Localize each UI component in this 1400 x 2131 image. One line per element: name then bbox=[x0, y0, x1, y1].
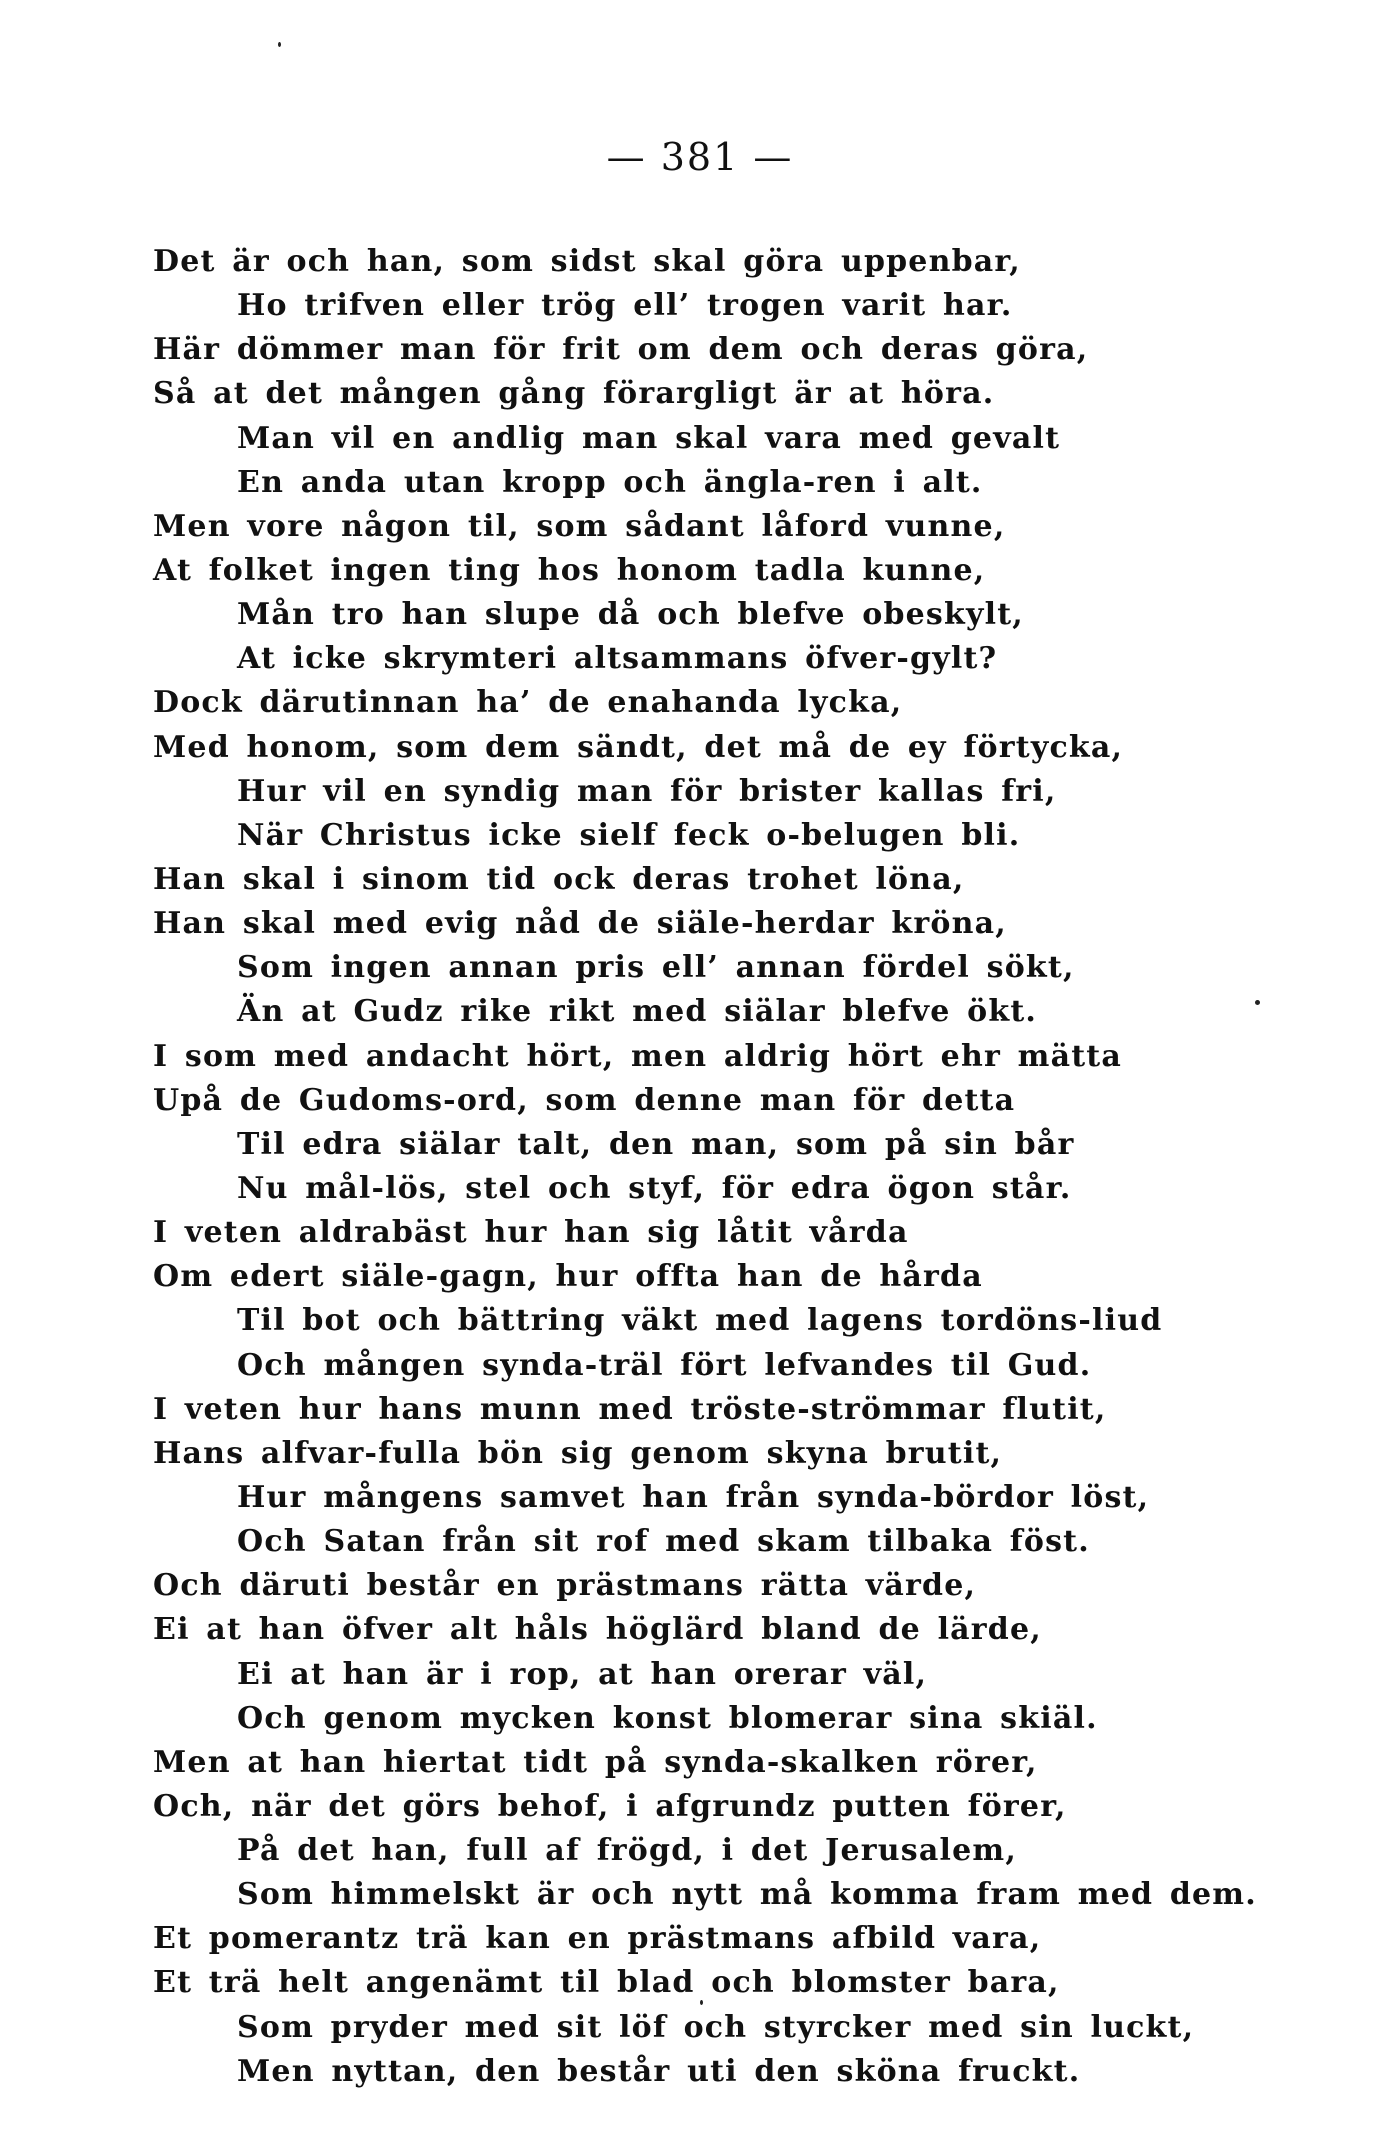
poem-line: Som pryder med sit löf och styrcker med sin luckt, bbox=[237, 2009, 1195, 2045]
poem-line: Med honom, som dem sändt, det må de ey förtycka, bbox=[153, 729, 1124, 765]
poem-line: Och Satan från sit rof med skam tilbaka föst. bbox=[237, 1524, 1090, 1560]
print-speck bbox=[1255, 1000, 1260, 1005]
poem-line: Han skal i sinom tid ock deras trohet löna, bbox=[153, 861, 965, 897]
poem-line: Ei at han är i rop, at han orerar väl, bbox=[237, 1656, 928, 1692]
poem-line: Han skal med evig nåd de siäle-herdar kröna, bbox=[153, 906, 1007, 942]
poem-line: Mån tro han slupe då och blefve obeskylt, bbox=[237, 597, 1024, 633]
poem-line: I veten aldrabäst hur han sig låtit vårda bbox=[153, 1215, 909, 1251]
poem-line: Och, när det görs behof, i afgrundz putten förer, bbox=[153, 1788, 1067, 1824]
poem-line: Man vil en andlig man skal vara med gevalt bbox=[237, 420, 1061, 456]
poem-line: Hur vil en syndig man för brister kallas fri, bbox=[237, 773, 1057, 809]
poem-line: I som med andacht hört, men aldrig hört ehr mätta bbox=[153, 1038, 1122, 1074]
poem-line: Men at han hiertat tidt på synda-skalken rörer, bbox=[153, 1744, 1038, 1780]
poem-line: Och mången synda-träl fört lefvandes til Gud. bbox=[237, 1347, 1092, 1383]
poem-line: I veten hur hans munn med tröste-strömmar flutit, bbox=[153, 1391, 1107, 1427]
poem-line: En anda utan kropp och ängla-ren i alt. bbox=[237, 464, 983, 500]
poem-line: När Christus icke sielf feck o-belugen bli. bbox=[237, 817, 1021, 853]
poem-line: Nu mål-lös, stel och styf, för edra ögon står. bbox=[237, 1170, 1072, 1206]
poem-line: Som ingen annan pris ell’ annan fördel sökt, bbox=[237, 950, 1075, 986]
poem-line: Än at Gudz rike rikt med siälar blefve ökt. bbox=[237, 994, 1038, 1030]
poem-line: Dock därutinnan ha’ de enahanda lycka, bbox=[153, 685, 903, 721]
poem-line: Til bot och bättring väkt med lagens tordöns-liud bbox=[237, 1303, 1163, 1339]
page-number: — 381 — bbox=[606, 135, 794, 179]
poem-line: Ei at han öfver alt håls höglärd bland de lärde, bbox=[153, 1612, 1042, 1648]
poem-line: Ho trifven eller trög ell’ trogen varit har. bbox=[237, 288, 1013, 324]
poem-line: Til edra siälar talt, den man, som på sin bår bbox=[237, 1126, 1075, 1162]
poem-line: Men vore någon til, som sådant låford vunne, bbox=[153, 508, 1006, 544]
poem-line: Och genom mycken konst blomerar sina skiäl. bbox=[237, 1700, 1098, 1736]
poem-line: Så at det mången gång förargligt är at höra. bbox=[153, 376, 995, 412]
poem-line: Men nyttan, den består uti den sköna fruckt. bbox=[237, 2053, 1081, 2089]
poem-text bbox=[153, 240, 1257, 2094]
poem-line: På det han, full af frögd, i det Jerusalem, bbox=[237, 1833, 1017, 1869]
poem-line: At folket ingen ting hos honom tadla kunne, bbox=[153, 552, 986, 588]
poem-line: Et trä helt angenämt til blad och blomster bara, bbox=[153, 1965, 1060, 2001]
poem-line: Om edert siäle-gagn, hur offta han de hårda bbox=[153, 1259, 983, 1295]
poem-line: Det är och han, som sidst skal göra uppenbar, bbox=[153, 244, 1021, 279]
poem-line: Som himmelskt är och nytt må komma fram med dem. bbox=[237, 1877, 1257, 1913]
poem-line: Hans alfvar-fulla bön sig genom skyna brutit, bbox=[153, 1435, 1003, 1471]
poem-line: Upå de Gudoms-ord, som denne man för detta bbox=[153, 1082, 1016, 1118]
print-speck bbox=[278, 42, 281, 47]
poem-line: At icke skrymteri altsammans öfver-gylt? bbox=[237, 641, 998, 677]
poem-line: Och däruti består en prästmans rätta värde, bbox=[153, 1568, 977, 1604]
poem-line: Hur mångens samvet han från synda-bördor löst, bbox=[237, 1479, 1150, 1515]
poem-line: Et pomerantz trä kan en prästmans afbild vara, bbox=[153, 1921, 1042, 1957]
poem-line: Här dömmer man för frit om dem och deras göra, bbox=[153, 332, 1089, 368]
